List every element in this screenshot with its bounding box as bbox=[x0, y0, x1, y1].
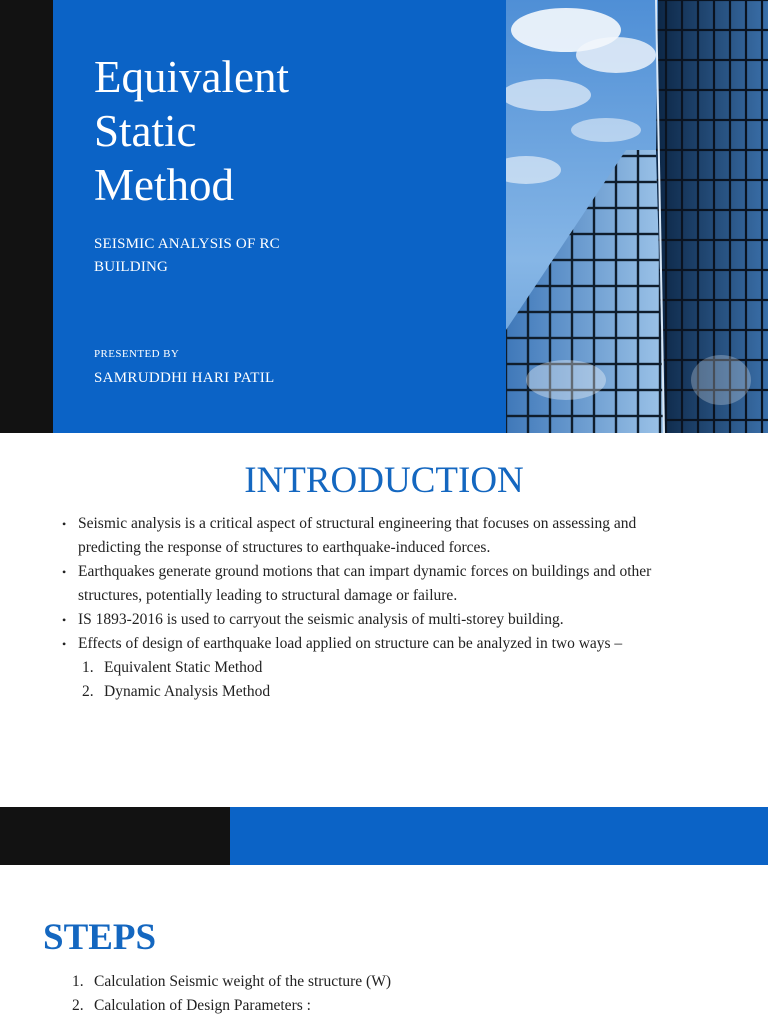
introduction-slide bbox=[0, 433, 768, 807]
slide-subtitle bbox=[94, 233, 394, 279]
method-item bbox=[78, 656, 662, 680]
bullet-text: Earthquakes generate ground motions that can impart dynamic forces on buildings and other structures, potentially leading to structural damage or failure. bbox=[78, 563, 652, 604]
title-line: Equivalent bbox=[94, 52, 289, 102]
title-slide bbox=[0, 0, 768, 433]
subtitle-line: BUILDING bbox=[94, 259, 169, 275]
introduction-heading: INTRODUCTION bbox=[244, 460, 524, 501]
header-black-band bbox=[0, 807, 230, 865]
steps-list bbox=[72, 970, 391, 1018]
method-text: Equivalent Static Method bbox=[104, 659, 263, 676]
skyscraper-image bbox=[506, 0, 768, 433]
bullet-icon: • bbox=[62, 637, 67, 651]
bullet-item bbox=[62, 608, 662, 632]
subtitle-line: SEISMIC ANALYSIS OF RC bbox=[94, 236, 280, 252]
title-line: Method bbox=[94, 160, 234, 210]
step-number: 1. bbox=[72, 973, 84, 990]
method-number: 2. bbox=[82, 683, 94, 700]
bullet-text: IS 1893-2016 is used to carryout the seismic analysis of multi-storey building. bbox=[78, 611, 564, 628]
step-text: Calculation Seismic weight of the structure (W) bbox=[94, 973, 391, 990]
step-number: 2. bbox=[72, 997, 84, 1014]
method-list bbox=[78, 656, 662, 704]
method-text: Dynamic Analysis Method bbox=[104, 683, 271, 700]
header-blue-band bbox=[230, 807, 768, 865]
steps-heading: STEPS bbox=[43, 917, 157, 958]
method-item bbox=[78, 680, 662, 704]
bullet-item bbox=[62, 512, 662, 560]
introduction-bullets bbox=[62, 512, 662, 704]
bullet-icon: • bbox=[62, 517, 67, 531]
bullet-text: Seismic analysis is a critical aspect of structural engineering that focuses on assessing and predicting the response of structures to earthquake-induced forces. bbox=[78, 515, 637, 556]
presenter-name: SAMRUDDHI HARI PATIL bbox=[94, 370, 275, 386]
slide-title bbox=[94, 50, 494, 212]
presented-by-label: PRESENTED BY bbox=[94, 348, 180, 360]
bullet-text: Effects of design of earthquake load applied on structure can be analyzed in two ways – bbox=[78, 635, 623, 652]
method-number: 1. bbox=[82, 659, 94, 676]
title-black-strip bbox=[0, 0, 53, 433]
bullet-item bbox=[62, 632, 662, 704]
bullet-icon: • bbox=[62, 565, 67, 579]
title-line: Static bbox=[94, 106, 197, 156]
step-item bbox=[72, 970, 391, 994]
steps-slide bbox=[0, 807, 768, 1024]
step-item bbox=[72, 994, 391, 1018]
bullet-item bbox=[62, 560, 662, 608]
bullet-icon: • bbox=[62, 613, 67, 627]
step-text: Calculation of Design Parameters : bbox=[94, 997, 311, 1014]
